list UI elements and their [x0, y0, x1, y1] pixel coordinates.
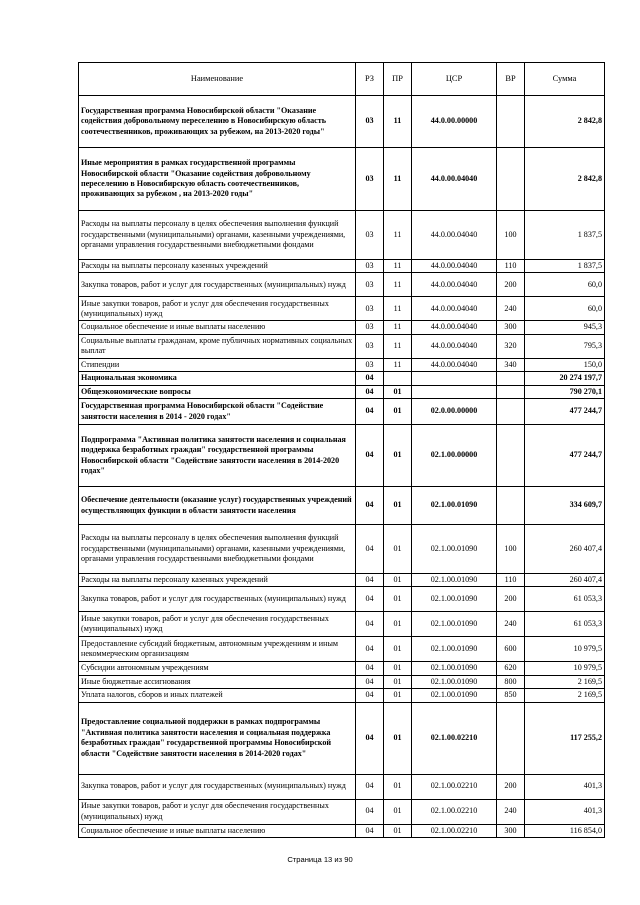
cell-sum: 61 053,3 — [525, 587, 605, 612]
cell-pr: 01 — [384, 702, 412, 774]
cell-csr: 44.0.00.00000 — [412, 96, 497, 148]
cell-rz: 04 — [356, 372, 384, 385]
cell-csr: 44.0.00.04040 — [412, 211, 497, 260]
cell-pr: 01 — [384, 824, 412, 837]
table-row — [79, 774, 605, 799]
table-row — [79, 372, 605, 385]
cell-csr: 02.0.00.00000 — [412, 399, 497, 425]
cell-sum: 1 837,5 — [525, 260, 605, 273]
table-row — [79, 96, 605, 148]
cell-pr: 01 — [384, 385, 412, 398]
cell-name: Стипендии — [79, 358, 356, 371]
table-row — [79, 637, 605, 662]
cell-sum: 10 979,5 — [525, 662, 605, 675]
cell-rz: 03 — [356, 358, 384, 371]
cell-sum: 334 609,7 — [525, 487, 605, 525]
cell-sum: 945,3 — [525, 321, 605, 334]
cell-pr: 01 — [384, 525, 412, 574]
cell-sum: 2 842,8 — [525, 148, 605, 211]
cell-pr: 01 — [384, 399, 412, 425]
cell-pr — [384, 372, 412, 385]
cell-rz: 04 — [356, 425, 384, 487]
cell-name: Социальное обеспечение и иные выплаты населению — [79, 321, 356, 334]
cell-vr: 110 — [497, 574, 525, 587]
header-pr: ПР — [384, 63, 412, 96]
cell-pr: 01 — [384, 487, 412, 525]
cell-sum: 150,0 — [525, 358, 605, 371]
cell-vr — [497, 702, 525, 774]
cell-csr: 02.1.00.00000 — [412, 425, 497, 487]
cell-sum: 2 169,5 — [525, 675, 605, 688]
cell-rz: 04 — [356, 574, 384, 587]
cell-sum: 790 270,1 — [525, 385, 605, 398]
table-row — [79, 385, 605, 398]
cell-vr — [497, 385, 525, 398]
cell-rz: 03 — [356, 321, 384, 334]
cell-name: Иные закупки товаров, работ и услуг для обеспечения государственных (муниципальных) нужд — [79, 799, 356, 824]
cell-rz: 03 — [356, 334, 384, 358]
table-row — [79, 702, 605, 774]
cell-sum: 2 842,8 — [525, 96, 605, 148]
table-row — [79, 612, 605, 637]
cell-name: Иные закупки товаров, работ и услуг для обеспечения государственных (муниципальных) нужд — [79, 297, 356, 321]
cell-name: Закупка товаров, работ и услуг для государственных (муниципальных) нужд — [79, 273, 356, 297]
budget-table — [78, 62, 605, 838]
table-row — [79, 799, 605, 824]
cell-pr: 11 — [384, 358, 412, 371]
table-row — [79, 273, 605, 297]
cell-name: Подпрограмма "Активная политика занятости населения и социальная поддержка безработных граждан" государственной программы Новосибирской области "Содействие занятости населения в 2014-2020 годах" — [79, 425, 356, 487]
cell-sum: 61 053,3 — [525, 612, 605, 637]
cell-sum: 10 979,5 — [525, 637, 605, 662]
cell-pr: 01 — [384, 637, 412, 662]
cell-name: Государственная программа Новосибирской области "Оказание содействия добровольному переселению в Новосибирскую область соотечественников, проживающих за рубежом, на 2013-2020 годы" — [79, 96, 356, 148]
cell-vr: 620 — [497, 662, 525, 675]
table-row — [79, 260, 605, 273]
cell-pr: 11 — [384, 148, 412, 211]
cell-pr: 01 — [384, 587, 412, 612]
cell-sum: 260 407,4 — [525, 525, 605, 574]
cell-rz: 04 — [356, 702, 384, 774]
cell-name: Государственная программа Новосибирской области "Содействие занятости населения в 2014 - 2020 годах" — [79, 399, 356, 425]
cell-csr: 02.1.00.01090 — [412, 689, 497, 702]
cell-pr: 01 — [384, 662, 412, 675]
cell-csr: 02.1.00.01090 — [412, 525, 497, 574]
cell-csr: 02.1.00.01090 — [412, 662, 497, 675]
cell-name: Социальное обеспечение и иные выплаты населению — [79, 824, 356, 837]
cell-csr: 02.1.00.01090 — [412, 574, 497, 587]
cell-csr: 02.1.00.01090 — [412, 612, 497, 637]
table-row — [79, 334, 605, 358]
cell-csr: 44.0.00.04040 — [412, 297, 497, 321]
cell-sum: 2 169,5 — [525, 689, 605, 702]
table-header-row — [79, 63, 605, 96]
cell-rz: 04 — [356, 689, 384, 702]
table-row — [79, 689, 605, 702]
cell-name: Предоставление социальной поддержки в рамках подпрограммы "Активная политика занятости населения и социальная поддержка безработных граждан" государственной программы Новосибирской области "Содействие занятости населения в 2014-2020 годах" — [79, 702, 356, 774]
cell-csr: 02.1.00.02210 — [412, 702, 497, 774]
table-row — [79, 425, 605, 487]
cell-vr: 200 — [497, 774, 525, 799]
cell-rz: 03 — [356, 148, 384, 211]
cell-name: Расходы на выплаты персоналу в целях обеспечения выполнения функций государственными (муниципальными) органами, казенными учреждениями, органами управления государственными внебюджетными фондами — [79, 525, 356, 574]
cell-rz: 04 — [356, 799, 384, 824]
cell-vr: 800 — [497, 675, 525, 688]
cell-sum: 60,0 — [525, 297, 605, 321]
cell-name: Уплата налогов, сборов и иных платежей — [79, 689, 356, 702]
cell-rz: 04 — [356, 525, 384, 574]
cell-pr: 01 — [384, 425, 412, 487]
cell-vr: 300 — [497, 321, 525, 334]
table-row — [79, 662, 605, 675]
cell-vr — [497, 425, 525, 487]
cell-pr: 11 — [384, 260, 412, 273]
cell-name: Расходы на выплаты персоналу в целях обеспечения выполнения функций государственными (муниципальными) органами, казенными учреждениями, органами управления государственными внебюджетными фондами — [79, 211, 356, 260]
cell-pr: 01 — [384, 774, 412, 799]
cell-sum: 116 854,0 — [525, 824, 605, 837]
cell-csr: 44.0.00.04040 — [412, 273, 497, 297]
cell-rz: 04 — [356, 774, 384, 799]
cell-name: Расходы на выплаты персоналу казенных учреждений — [79, 260, 356, 273]
cell-csr: 44.0.00.04040 — [412, 148, 497, 211]
table-row — [79, 211, 605, 260]
cell-csr: 02.1.00.02210 — [412, 824, 497, 837]
cell-vr — [497, 96, 525, 148]
table-row — [79, 487, 605, 525]
page-footer: Страница 13 из 90 — [287, 855, 353, 864]
cell-name: Субсидии автономным учреждениям — [79, 662, 356, 675]
cell-rz: 03 — [356, 273, 384, 297]
table-row — [79, 321, 605, 334]
cell-csr: 02.1.00.02210 — [412, 799, 497, 824]
cell-sum: 117 255,2 — [525, 702, 605, 774]
table-row — [79, 525, 605, 574]
cell-csr: 02.1.00.02210 — [412, 774, 497, 799]
cell-sum: 477 244,7 — [525, 425, 605, 487]
cell-vr: 240 — [497, 612, 525, 637]
cell-csr: 44.0.00.04040 — [412, 358, 497, 371]
cell-pr: 11 — [384, 334, 412, 358]
cell-sum: 795,3 — [525, 334, 605, 358]
cell-vr — [497, 148, 525, 211]
table-row — [79, 297, 605, 321]
cell-name: Обеспечение деятельности (оказание услуг) государственных учреждений осуществляющих функции в области занятости населения — [79, 487, 356, 525]
table-row — [79, 148, 605, 211]
cell-pr: 01 — [384, 799, 412, 824]
cell-pr: 01 — [384, 612, 412, 637]
cell-name: Расходы на выплаты персоналу казенных учреждений — [79, 574, 356, 587]
cell-rz: 03 — [356, 96, 384, 148]
cell-vr: 200 — [497, 273, 525, 297]
header-vr: ВР — [497, 63, 525, 96]
cell-name: Социальные выплаты гражданам, кроме публичных нормативных социальных выплат — [79, 334, 356, 358]
cell-csr — [412, 385, 497, 398]
cell-name: Закупка товаров, работ и услуг для государственных (муниципальных) нужд — [79, 587, 356, 612]
table-row — [79, 587, 605, 612]
cell-rz: 04 — [356, 824, 384, 837]
cell-rz: 03 — [356, 211, 384, 260]
cell-rz: 04 — [356, 637, 384, 662]
cell-sum: 60,0 — [525, 273, 605, 297]
cell-sum: 260 407,4 — [525, 574, 605, 587]
cell-rz: 04 — [356, 612, 384, 637]
table-row — [79, 399, 605, 425]
cell-vr: 340 — [497, 358, 525, 371]
cell-pr: 11 — [384, 321, 412, 334]
cell-vr: 100 — [497, 211, 525, 260]
cell-csr: 02.1.00.01090 — [412, 675, 497, 688]
cell-sum: 477 244,7 — [525, 399, 605, 425]
cell-vr — [497, 399, 525, 425]
cell-vr: 240 — [497, 297, 525, 321]
cell-rz: 03 — [356, 260, 384, 273]
cell-pr: 11 — [384, 297, 412, 321]
cell-sum: 401,3 — [525, 799, 605, 824]
cell-name: Предоставление субсидий бюджетным, автономным учреждениям и иным некоммерческим организациям — [79, 637, 356, 662]
cell-vr — [497, 487, 525, 525]
cell-sum: 401,3 — [525, 774, 605, 799]
cell-rz: 04 — [356, 675, 384, 688]
cell-csr: 02.1.00.01090 — [412, 637, 497, 662]
cell-vr — [497, 372, 525, 385]
header-name: Наименование — [79, 63, 356, 96]
table-row — [79, 358, 605, 371]
cell-pr: 11 — [384, 96, 412, 148]
header-csr: ЦСР — [412, 63, 497, 96]
cell-vr: 850 — [497, 689, 525, 702]
header-rz: РЗ — [356, 63, 384, 96]
cell-csr: 44.0.00.04040 — [412, 260, 497, 273]
cell-vr: 300 — [497, 824, 525, 837]
table-row — [79, 675, 605, 688]
cell-sum: 20 274 197,7 — [525, 372, 605, 385]
cell-name: Национальная экономика — [79, 372, 356, 385]
cell-vr: 320 — [497, 334, 525, 358]
cell-pr: 01 — [384, 689, 412, 702]
cell-pr: 01 — [384, 675, 412, 688]
cell-rz: 04 — [356, 399, 384, 425]
cell-vr: 600 — [497, 637, 525, 662]
cell-vr: 240 — [497, 799, 525, 824]
cell-csr: 44.0.00.04040 — [412, 321, 497, 334]
cell-csr: 44.0.00.04040 — [412, 334, 497, 358]
cell-rz: 04 — [356, 587, 384, 612]
header-sum: Сумма — [525, 63, 605, 96]
table-row — [79, 824, 605, 837]
cell-rz: 04 — [356, 662, 384, 675]
cell-name: Иные закупки товаров, работ и услуг для обеспечения государственных (муниципальных) нужд — [79, 612, 356, 637]
cell-csr: 02.1.00.01090 — [412, 487, 497, 525]
cell-rz: 04 — [356, 385, 384, 398]
cell-pr: 01 — [384, 574, 412, 587]
table-body — [79, 96, 605, 838]
cell-vr: 110 — [497, 260, 525, 273]
cell-csr: 02.1.00.01090 — [412, 587, 497, 612]
cell-vr: 100 — [497, 525, 525, 574]
cell-csr — [412, 372, 497, 385]
cell-rz: 03 — [356, 297, 384, 321]
cell-rz: 04 — [356, 487, 384, 525]
cell-pr: 11 — [384, 273, 412, 297]
cell-name: Закупка товаров, работ и услуг для государственных (муниципальных) нужд — [79, 774, 356, 799]
cell-name: Иные бюджетные ассигнования — [79, 675, 356, 688]
cell-name: Иные мероприятия в рамках государственной программы Новосибирской области "Оказание содействия добровольному переселению в Новосибирскую область соотечественников, проживающих за рубежом , на 2013-2020 годы" — [79, 148, 356, 211]
cell-name: Общеэкономические вопросы — [79, 385, 356, 398]
cell-vr: 200 — [497, 587, 525, 612]
table-row — [79, 574, 605, 587]
cell-sum: 1 837,5 — [525, 211, 605, 260]
cell-pr: 11 — [384, 211, 412, 260]
